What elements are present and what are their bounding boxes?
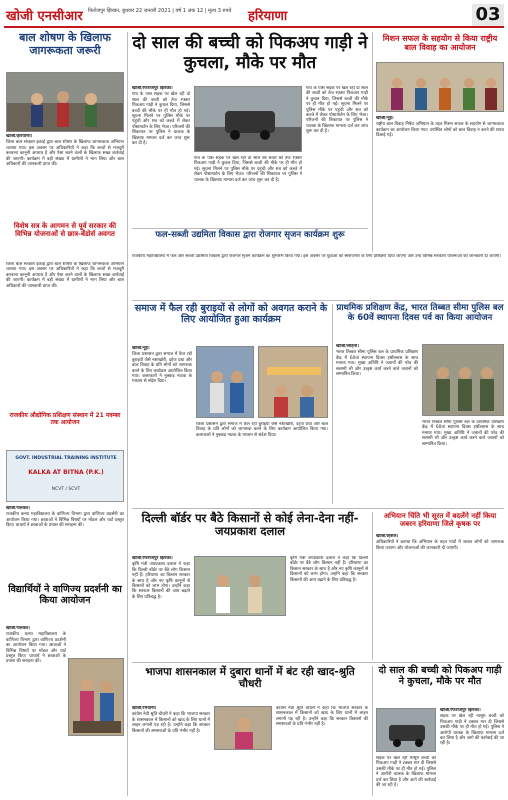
photo-child-labour (6, 72, 124, 132)
headline-protest: दिल्ली बॉर्डर पर बैठे किसानों से कोई लेना-देना नहीं-जयप्रकाश दलाल (141, 511, 359, 539)
photo-social-evils-1-image (197, 347, 254, 418)
byline-campaign: खोजी/हिसार। (376, 534, 399, 539)
divider-protest (132, 508, 504, 509)
issue-info: फिरोजपुर झिरका, बुधवार 22 जनवरी 2021 | वर्ष 1 अंक 12 | मूल्य 3 रुपये (88, 8, 232, 14)
masthead (4, 4, 504, 28)
photo-protest (194, 556, 286, 616)
text-pickup: गांव के पास सड़क पर खेल रही दो साल की बच्ची को तेज रफ्तार पिकअप गाड़ी ने कुचल दिया, जिससे बच्ची की मौके पर ही मौत हो गई। सूचना मिलने पर पुलिस मौके पर पहुंची और शव को कब्जे में लेकर पोस्टमार्टम के लिए भेजा। परिजनों की शिकायत पर पुलिस ने चालक के खिलाफ मामला दर्ज कर जांच शुरू कर दी है। (132, 92, 190, 147)
text-tibet-police: भारत तिब्बत सीमा पुलिस बल के प्राथमिक प्रशिक्षण केंद्र में 60वां स्थापना दिवस हर्षोल्लास के साथ मनाया गया। मुख्य अतिथि ने जवानों की परेड की सलामी ली और उत्कृष्ट कार्य करने वाले जवानों को सम्मानित किया। (336, 350, 418, 378)
body-bjp (132, 706, 210, 796)
text-protest-2: कृषि मंत्री जयप्रकाश दलाल ने कहा कि दिल्ली बॉर्डर पर बैठे लोग किसान नहीं हैं। हरियाणा का किसान सरकार के साथ है और नए कृषि कानूनों से किसानों को लाभ होगा। उन्होंने कहा कि सरकार किसानों की आय बढ़ाने के लिए प्रतिबद्ध है। (290, 556, 368, 583)
photo-bjp-image (215, 707, 272, 750)
byline-tibet-police: खोजी/सोहना। (336, 344, 359, 349)
body-pickup-repeat-2 (376, 756, 436, 796)
headline-students: विद्यार्थियों ने वाणिज्य प्रदर्शनी का किया आयोजन (8, 584, 122, 606)
ad-subtitle: KALKA AT BITNA (P.K.) (28, 469, 104, 476)
text-job-fair: राजकीय महाविद्यालय में फल और सब्जी उद्यमिता विकास द्वारा रोजगार सृजन कार्यक्रम का शुभारंभ किया गया। इस अवसर पर युवाओं को स्वरोजगार के लिए प्रशिक्षण दिया जाएगा और उन्हें विभिन्न सरकारी योजनाओं की जानकारी दी जाएगी। (132, 254, 501, 259)
photo-tibet-police (422, 344, 504, 416)
photo-child-labour-image (7, 73, 124, 132)
text-child-labour: जिला बाल संरक्षण इकाई द्वारा बाल शोषण के खिलाफ जागरूकता अभियान चलाया गया। इस अवसर पर अधिकारियों ने कहा कि बच्चों से मजदूरी करवाना कानूनी अपराध है और ऐसा करने वालों के खिलाफ सख्त कार्रवाई की जाएगी। कार्यक्रम में बड़ी संख्या में ग्रामीणों ने भाग लिया और बाल अधिकारों की जानकारी प्राप्त की। (6, 140, 124, 168)
photo-bjp (214, 706, 272, 750)
headline-tibet-police: प्राथमिक प्रशिक्षण केंद्र, भारत तिब्बत सीमा पुलिस बल के 60वें स्थापना दिवस पर्व का किया आयोजन (336, 303, 504, 323)
text-training: जिला बाल संरक्षण इकाई द्वारा बाल शोषण के खिलाफ जागरूकता अभियान चलाया गया। इस अवसर पर अधिकारियों ने कहा कि बच्चों से मजदूरी करवाना कानूनी अपराध है और ऐसा करने वालों के खिलाफ सख्त कार्रवाई की जाएगी। कार्यक्रम में बड़ी संख्या में ग्रामीणों ने भाग लिया और बाल अधिकारों की जानकारी प्राप्त की। (6, 262, 124, 289)
headline-pickup-repeat: दो साल की बच्ची को पिकअप गाड़ी ने कुचला, मौके पर मौत (378, 665, 502, 687)
body-social-evils (132, 346, 192, 504)
byline-protest: खोजी/फिरोजपुर झिरका। (132, 556, 173, 561)
byline-marriage: खोजी/नूंह। (376, 116, 394, 121)
photo-marriage (376, 62, 504, 112)
divider-bjp (132, 662, 504, 663)
divider-job-fair (132, 228, 368, 229)
subhead-iti: राजकीय औद्योगिक प्रशिक्षण संस्थान में 21 नवम्बर तक आयोजन (9, 412, 121, 427)
body-students (6, 626, 66, 794)
text-marriage: राष्ट्रीय बाल विवाह निषेध अभियान के तहत मिशन सफल के सहयोग से जागरूकता कार्यक्रम का आयोजन किया गया। उपस्थित लोगों को बाल विवाह न करने की शपथ दिलाई गई। (376, 122, 504, 139)
text-pickup-repeat-2: सड़क पर खेल रही मासूम बच्ची को पिकअप गाड़ी ने टक्कर मार दी जिससे उसकी मौके पर ही मौत हो गई। पुलिस ने आरोपी चालक के खिलाफ मामला दर्ज कर लिया है और आगे की कार्रवाई की जा रही है। (376, 756, 436, 789)
photo-social-evils-2-image (259, 347, 328, 418)
body-pickup-repeat (440, 708, 504, 796)
divider-mid (132, 300, 504, 301)
section-title: हरियाणा (248, 9, 288, 24)
headline-pickup: दो साल की बच्ची को पिकअप गाड़ी ने कुचला, मौके पर मौत (132, 33, 368, 73)
body-social-evils-2 (196, 422, 328, 504)
body-pickup-2 (194, 156, 302, 226)
text-campaign: अधिकारियों ने बताया कि अभियान के तहत गांवों में जाकर लोगों को जागरूक किया जाएगा और योजनाओं की जानकारी दी जाएगी। (376, 540, 504, 551)
photo-tibet-police-image (423, 345, 504, 416)
photo-students-image (69, 659, 124, 736)
ad-footer: NCVT / SCVT (51, 487, 81, 492)
photo-pickup-repeat (376, 708, 436, 752)
body-tibet-police-2 (422, 420, 504, 504)
text-pickup-2: गांव के पास सड़क पर खेल रही दो साल की बच्ची को तेज रफ्तार पिकअप गाड़ी ने कुचल दिया, जिससे बच्ची की मौके पर ही मौत हो गई। सूचना मिलने पर पुलिस मौके पर पहुंची और शव को कब्जे में लेकर पोस्टमार्टम के लिए भेजा। परिजनों की शिकायत पर पुलिस ने चालक के खिलाफ मामला दर्ज कर जांच शुरू कर दी है। (194, 156, 302, 183)
body-tibet-police (336, 344, 418, 504)
byline-pickup-repeat: खोजी/फिरोजपुर झिरका। (440, 708, 481, 713)
body-job-fair (132, 254, 504, 298)
body-protest-2 (290, 556, 368, 660)
column-divider-3 (332, 304, 333, 504)
body-protest (132, 556, 190, 660)
photo-social-evils-2 (258, 346, 328, 418)
column-divider-2 (372, 32, 373, 252)
column-divider-1 (127, 32, 128, 796)
body-marriage (376, 116, 504, 252)
text-students: राजकीय कन्या महाविद्यालय के वाणिज्य विभाग द्वारा वाणिज्य प्रदर्शनी का आयोजन किया गया। छात्राओं ने विभिन्न विषयों पर मॉडल और चार्ट प्रस्तुत किए। प्राचार्य ने छात्राओं के प्रयास की सराहना की। (6, 632, 66, 665)
headline-job-fair: फल-सब्जी उद्यमिता विकास द्वारा रोजगार सृजन कार्यक्रम शुरू (155, 230, 345, 240)
photo-pickup-repeat-image (377, 709, 436, 752)
page-number: 03 (472, 4, 504, 26)
ad-title: GOVT. INDUSTRIAL TRAINING INSTITUTE (15, 456, 117, 461)
photo-protest-image (195, 557, 286, 616)
body-child-labour (6, 134, 124, 216)
text-social-evils: जिला प्रशासन द्वारा समाज में फैल रही बुराइयों जैसे नशाखोरी, दहेज प्रथा और बाल विवाह के प्रति लोगों को जागरूक करने के लिए कार्यक्रम आयोजित किया गया। कलाकारों ने नुक्कड़ नाटक के माध्यम से संदेश दिया। (132, 352, 192, 385)
photo-marriage-image (377, 63, 504, 112)
iti-advertisement (6, 450, 124, 502)
headline-campaign: अभियान चिंति भी सूरत में बदलेंगे नहीं किया जबरन हरियाणा जिले कृषक पर (383, 512, 497, 529)
byline-iti: खोजी/पलवल। (6, 506, 30, 511)
body-pickup-3 (306, 86, 368, 226)
body-bjp-2 (276, 706, 368, 796)
text-bjp: कांग्रेस नेत्री श्रुति चौधरी ने कहा कि भाजपा सरकार के शासनकाल में किसानों को खाद के लिए थानों में लाइन लगानी पड़ रही है। उन्होंने कहा कि सरकार किसानों की समस्याओं के प्रति गंभीर नहीं है। (132, 712, 210, 734)
byline-child-labour: खोजी/हरियाणा। (6, 134, 33, 139)
column-divider-5 (372, 666, 373, 796)
subhead-training: विशेष सत्र के आगमन से पूर्व सरकार की विभिन्न योजनाओं से छात्र-बेंडोर्स अवगत (13, 222, 117, 239)
text-tibet-police-2: भारत तिब्बत सीमा पुलिस बल के प्राथमिक प्रशिक्षण केंद्र में 60वां स्थापना दिवस हर्षोल्लास के साथ मनाया गया। मुख्य अतिथि ने जवानों की परेड की सलामी ली और उत्कृष्ट कार्य करने वाले जवानों को सम्मानित किया। (422, 420, 504, 447)
headline-child-labour: बाल शोषण के खिलाफ जागरूकता जरूरी (19, 31, 111, 57)
body-campaign (376, 534, 504, 660)
photo-students (68, 658, 124, 736)
headline-marriage: मिशन सफल के सहयोग से किया राष्ट्रीय बाल विवाह का आयोजन (382, 34, 498, 53)
headline-bjp: भाजपा शासनकाल में दुबारा थानों में बंट रही खाद-श्रुति चौधरी (145, 666, 355, 691)
column-divider-4 (372, 512, 373, 660)
byline-pickup: खोजी/फिरोजपुर झिरका। (132, 86, 173, 91)
body-training (6, 262, 124, 408)
headline-social-evils: समाज में फैल रही बुराइयों से लोगों को अवगत कराने के लिए आयोजित हुआ कार्यक्रम (134, 303, 328, 325)
byline-social-evils: खोजी/नूंह। (132, 346, 150, 351)
text-pickup-3: गांव के पास सड़क पर खेल रही दो साल की बच्ची को तेज रफ्तार पिकअप गाड़ी ने कुचल दिया, जिससे बच्ची की मौके पर ही मौत हो गई। सूचना मिलने पर पुलिस मौके पर पहुंची और शव को कब्जे में लेकर पोस्टमार्टम के लिए भेजा। परिजनों की शिकायत पर पुलिस ने चालक के खिलाफ मामला दर्ज कर जांच शुरू कर दी है। (306, 86, 368, 135)
photo-pickup-image (195, 87, 302, 152)
body-pickup (132, 86, 190, 226)
text-pickup-repeat: सड़क पर खेल रही मासूम बच्ची को पिकअप गाड़ी ने टक्कर मार दी जिससे उसकी मौके पर ही मौत हो गई। पुलिस ने आरोपी चालक के खिलाफ मामला दर्ज कर लिया है और आगे की कार्रवाई की जा रही है। (440, 714, 504, 747)
body-iti (6, 506, 124, 578)
photo-pickup (194, 86, 302, 152)
newspaper-logo: खोजी एनसीआर (6, 9, 83, 24)
byline-students: खोजी/पलवल। (6, 626, 30, 631)
text-iti: राजकीय कन्या महाविद्यालय के वाणिज्य विभाग द्वारा वाणिज्य प्रदर्शनी का आयोजन किया गया। छात्राओं ने विभिन्न विषयों पर मॉडल और चार्ट प्रस्तुत किए। प्राचार्य ने छात्राओं के प्रयास की सराहना की। (6, 512, 124, 529)
byline-bjp: खोजी/भिवानी। (132, 706, 157, 711)
text-social-evils-2: जिला प्रशासन द्वारा समाज में फैल रही बुराइयों जैसे नशाखोरी, दहेज प्रथा और बाल विवाह के प्रति लोगों को जागरूक करने के लिए कार्यक्रम आयोजित किया गया। कलाकारों ने नुक्कड़ नाटक के माध्यम से संदेश दिया। (196, 422, 328, 438)
text-protest: कृषि मंत्री जयप्रकाश दलाल ने कहा कि दिल्ली बॉर्डर पर बैठे लोग किसान नहीं हैं। हरियाणा का किसान सरकार के साथ है और नए कृषि कानूनों से किसानों को लाभ होगा। उन्होंने कहा कि सरकार किसानों की आय बढ़ाने के लिए प्रतिबद्ध है। (132, 562, 190, 600)
text-bjp-2: कांग्रेस नेत्री श्रुति चौधरी ने कहा कि भाजपा सरकार के शासनकाल में किसानों को खाद के लिए थानों में लाइन लगानी पड़ रही है। उन्होंने कहा कि सरकार किसानों की समस्याओं के प्रति गंभीर नहीं है। (276, 706, 368, 728)
photo-social-evils-1 (196, 346, 254, 418)
